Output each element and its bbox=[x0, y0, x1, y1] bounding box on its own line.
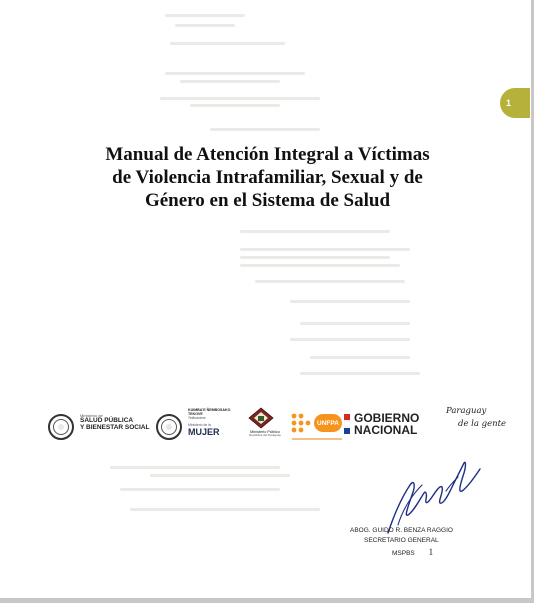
mujer-seal-icon bbox=[156, 414, 182, 440]
unfpa-underline bbox=[292, 438, 342, 440]
gobierno-line2: NACIONAL bbox=[354, 423, 418, 437]
gobierno-nacional-text bbox=[354, 412, 444, 436]
signatory-name: ABOG. GUIDO R. BENZA RAGGIO bbox=[350, 527, 453, 534]
bleed-through-line bbox=[165, 72, 305, 75]
bleed-through-line bbox=[240, 264, 400, 267]
signatory-org: MSPBS bbox=[392, 549, 415, 557]
ministerio-publico-text bbox=[240, 430, 290, 437]
bleed-through-line bbox=[170, 42, 285, 45]
signatory-role: SECRETARIO GENERAL bbox=[364, 536, 439, 544]
bleed-through-line bbox=[130, 508, 320, 511]
bleed-through-line bbox=[300, 322, 410, 325]
msp-small-text: Ministerio de bbox=[80, 413, 103, 418]
msp-logo-text bbox=[80, 414, 160, 432]
bleed-through-line bbox=[175, 24, 235, 27]
signature-block bbox=[350, 526, 490, 559]
mujer-main: MUJER bbox=[188, 426, 220, 437]
title-line: Género en el Sistema de Salud bbox=[144, 190, 391, 211]
bleed-through-line bbox=[190, 104, 280, 107]
mujer-logo-text bbox=[188, 409, 248, 437]
bleed-through-line bbox=[290, 300, 410, 303]
document-title bbox=[60, 143, 475, 212]
mujer-small-text: Ministerio de la bbox=[188, 423, 211, 428]
bleed-through-line bbox=[240, 248, 410, 251]
msp-seal-icon bbox=[48, 414, 74, 440]
bleed-through-line bbox=[180, 80, 280, 83]
gobierno-line1: GOBIERNO bbox=[354, 411, 420, 425]
bleed-through-line bbox=[255, 280, 405, 283]
page-number: 1 bbox=[506, 98, 512, 108]
bleed-through-line bbox=[160, 97, 320, 100]
signature-mark: 1 bbox=[428, 546, 434, 557]
handwritten-signature bbox=[380, 455, 490, 535]
paraguay-de-la-gente-logo bbox=[446, 406, 516, 429]
bleed-through-line bbox=[210, 128, 320, 131]
title-line: de Violencia Intrafamiliar, Sexual y de bbox=[112, 167, 423, 188]
paraguay-line2: de la gente bbox=[458, 419, 507, 429]
mujer-top1: KUIMBA'E ÑEMBOSAKO bbox=[188, 408, 231, 412]
mujer-top2: TEKOVE bbox=[188, 411, 203, 416]
bleed-through-line bbox=[240, 256, 390, 259]
mp-line2: República del Paraguay bbox=[249, 432, 281, 437]
page-number-tab bbox=[500, 88, 530, 118]
bleed-through-line bbox=[120, 488, 280, 491]
logo-strip bbox=[48, 406, 518, 450]
unfpa-dots-icon bbox=[290, 412, 314, 439]
bleed-through-line bbox=[240, 230, 390, 233]
msp-line2: Y BIENESTAR SOCIAL bbox=[80, 424, 150, 431]
bleed-through-line bbox=[310, 356, 410, 359]
mujer-top3: Tetãvaráme bbox=[188, 415, 206, 420]
bleed-through-line bbox=[300, 372, 420, 375]
paraguay-line1: Paraguay bbox=[446, 406, 487, 416]
gobierno-flag-icon bbox=[344, 414, 350, 439]
bleed-through-line bbox=[150, 474, 290, 477]
signatory-org-row bbox=[350, 546, 490, 560]
unfpa-badge bbox=[314, 414, 342, 432]
msp-line1: SALUD PÚBLICA bbox=[80, 417, 134, 425]
mp-line1: Ministerio Público bbox=[250, 430, 280, 434]
unfpa-text: UNFPA bbox=[317, 419, 339, 427]
title-line: Manual de Atención Integral a Víctimas bbox=[105, 144, 430, 165]
bleed-through-line bbox=[110, 466, 280, 469]
bleed-through-line bbox=[165, 14, 245, 17]
bleed-through-line bbox=[290, 338, 410, 341]
